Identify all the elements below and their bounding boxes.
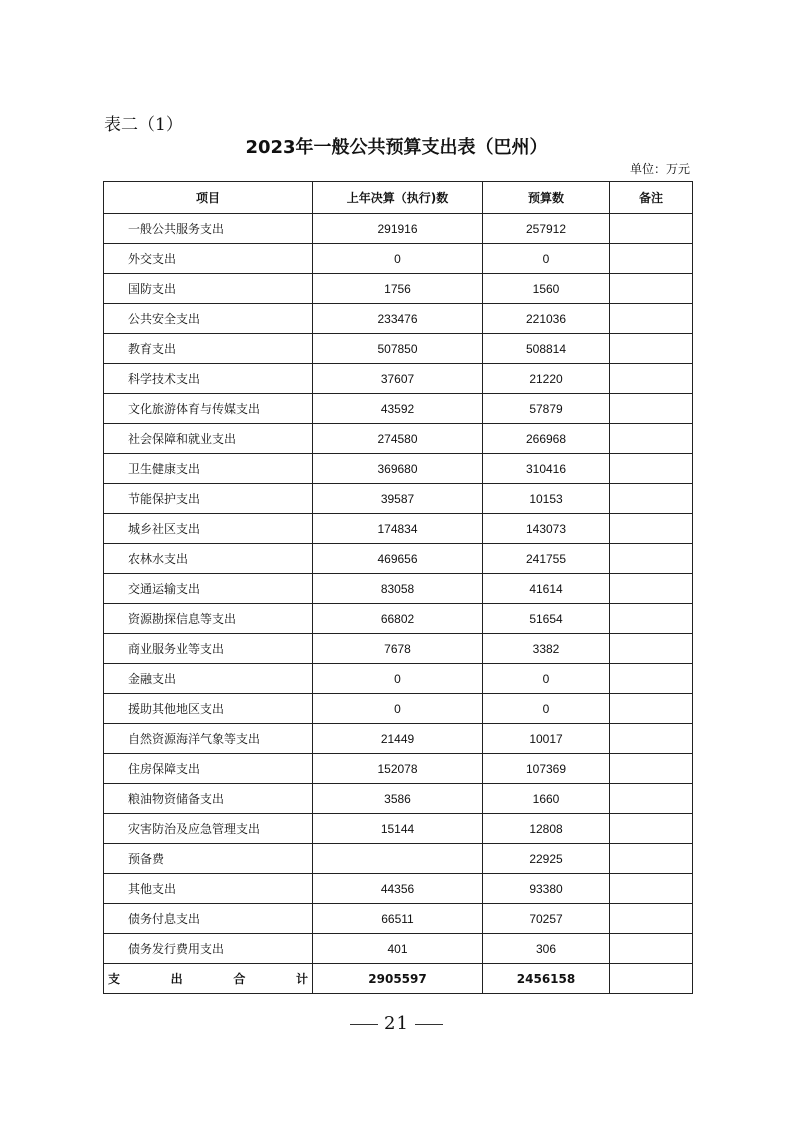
row-budget-cell: 306 <box>483 934 610 964</box>
page-dash-right <box>415 1024 443 1025</box>
row-item-cell: 教育支出 <box>104 334 313 364</box>
row-note-cell <box>610 664 693 694</box>
row-prev-cell: 3586 <box>313 784 483 814</box>
total-label-cell <box>104 964 313 994</box>
row-budget-cell: 508814 <box>483 334 610 364</box>
row-note-cell <box>610 424 693 454</box>
total-label-char: 计 <box>295 972 308 986</box>
table-row <box>104 244 693 274</box>
expenditure-table <box>103 181 693 994</box>
row-budget-cell: 221036 <box>483 304 610 334</box>
row-prev-cell: 21449 <box>313 724 483 754</box>
table-row <box>104 754 693 784</box>
row-prev-cell: 0 <box>313 664 483 694</box>
row-note-cell <box>610 394 693 424</box>
row-prev-cell: 43592 <box>313 394 483 424</box>
table-label: 表二（1） <box>104 115 183 135</box>
table-header-row <box>104 182 693 214</box>
row-item-cell: 文化旅游体育与传媒支出 <box>104 394 313 424</box>
row-budget-cell: 70257 <box>483 904 610 934</box>
table-row <box>104 934 693 964</box>
table-row <box>104 874 693 904</box>
table-row <box>104 844 693 874</box>
row-budget-cell: 10017 <box>483 724 610 754</box>
row-note-cell <box>610 244 693 274</box>
row-budget-cell: 1560 <box>483 274 610 304</box>
row-budget-cell: 0 <box>483 244 610 274</box>
row-item-cell: 农林水支出 <box>104 544 313 574</box>
table-row <box>104 814 693 844</box>
page-title: 2023年一般公共预算支出表（巴州） <box>245 137 548 158</box>
row-item-cell: 援助其他地区支出 <box>104 694 313 724</box>
row-item-cell: 粮油物资储备支出 <box>104 784 313 814</box>
table-row <box>104 394 693 424</box>
row-budget-cell: 1660 <box>483 784 610 814</box>
row-item-cell: 社会保障和就业支出 <box>104 424 313 454</box>
row-budget-cell: 10153 <box>483 484 610 514</box>
row-item-cell: 金融支出 <box>104 664 313 694</box>
table-row <box>104 574 693 604</box>
row-item-cell: 城乡社区支出 <box>104 514 313 544</box>
row-note-cell <box>610 904 693 934</box>
table-row <box>104 304 693 334</box>
table-row <box>104 364 693 394</box>
column-header-note: 备注 <box>610 182 693 214</box>
row-prev-cell <box>313 844 483 874</box>
row-note-cell <box>610 454 693 484</box>
row-prev-cell: 66802 <box>313 604 483 634</box>
row-prev-cell: 1756 <box>313 274 483 304</box>
row-budget-cell: 143073 <box>483 514 610 544</box>
row-budget-cell: 12808 <box>483 814 610 844</box>
row-note-cell <box>610 214 693 244</box>
row-budget-cell: 241755 <box>483 544 610 574</box>
total-note-cell <box>610 964 693 994</box>
row-note-cell <box>610 844 693 874</box>
row-prev-cell: 39587 <box>313 484 483 514</box>
table-row <box>104 454 693 484</box>
table-row <box>104 664 693 694</box>
total-prev-cell: 2905597 <box>313 964 483 994</box>
column-header-prev: 上年决算（执行)数 <box>313 182 483 214</box>
row-budget-cell: 0 <box>483 694 610 724</box>
page-number-value: 21 <box>384 1013 409 1034</box>
row-note-cell <box>610 694 693 724</box>
row-item-cell: 资源勘探信息等支出 <box>104 604 313 634</box>
row-item-cell: 一般公共服务支出 <box>104 214 313 244</box>
row-prev-cell: 369680 <box>313 454 483 484</box>
row-item-cell: 其他支出 <box>104 874 313 904</box>
table-row <box>104 724 693 754</box>
total-label-char: 支 <box>108 972 121 986</box>
row-prev-cell: 37607 <box>313 364 483 394</box>
total-budget-cell: 2456158 <box>483 964 610 994</box>
row-budget-cell: 310416 <box>483 454 610 484</box>
row-budget-cell: 93380 <box>483 874 610 904</box>
row-item-cell: 预备费 <box>104 844 313 874</box>
row-prev-cell: 0 <box>313 244 483 274</box>
row-prev-cell: 15144 <box>313 814 483 844</box>
row-budget-cell: 107369 <box>483 754 610 784</box>
table-body <box>104 214 693 964</box>
row-note-cell <box>610 514 693 544</box>
row-prev-cell: 0 <box>313 694 483 724</box>
row-prev-cell: 7678 <box>313 634 483 664</box>
row-note-cell <box>610 634 693 664</box>
row-budget-cell: 3382 <box>483 634 610 664</box>
row-note-cell <box>610 334 693 364</box>
row-prev-cell: 66511 <box>313 904 483 934</box>
table-row <box>104 544 693 574</box>
table-row <box>104 424 693 454</box>
row-item-cell: 卫生健康支出 <box>104 454 313 484</box>
row-item-cell: 住房保障支出 <box>104 754 313 784</box>
row-item-cell: 交通运输支出 <box>104 574 313 604</box>
row-prev-cell: 274580 <box>313 424 483 454</box>
unit-label: 单位：万元 <box>629 162 690 176</box>
row-prev-cell: 507850 <box>313 334 483 364</box>
row-budget-cell: 22925 <box>483 844 610 874</box>
row-note-cell <box>610 604 693 634</box>
row-prev-cell: 233476 <box>313 304 483 334</box>
row-note-cell <box>610 274 693 304</box>
row-note-cell <box>610 484 693 514</box>
column-header-item: 项目 <box>104 182 313 214</box>
page-dash-left <box>350 1024 378 1025</box>
row-note-cell <box>610 364 693 394</box>
row-note-cell <box>610 814 693 844</box>
row-budget-cell: 41614 <box>483 574 610 604</box>
row-budget-cell: 21220 <box>483 364 610 394</box>
row-item-cell: 科学技术支出 <box>104 364 313 394</box>
row-note-cell <box>610 934 693 964</box>
row-item-cell: 公共安全支出 <box>104 304 313 334</box>
row-prev-cell: 83058 <box>313 574 483 604</box>
row-item-cell: 灾害防治及应急管理支出 <box>104 814 313 844</box>
row-note-cell <box>610 574 693 604</box>
row-item-cell: 债务发行费用支出 <box>104 934 313 964</box>
row-prev-cell: 291916 <box>313 214 483 244</box>
row-item-cell: 节能保护支出 <box>104 484 313 514</box>
row-budget-cell: 0 <box>483 664 610 694</box>
table-row <box>104 784 693 814</box>
row-note-cell <box>610 544 693 574</box>
total-label <box>104 970 312 987</box>
row-item-cell: 国防支出 <box>104 274 313 304</box>
row-prev-cell: 152078 <box>313 754 483 784</box>
total-label-char: 出 <box>170 972 183 986</box>
column-header-budget: 预算数 <box>483 182 610 214</box>
table-row <box>104 634 693 664</box>
table-row <box>104 514 693 544</box>
table-row <box>104 484 693 514</box>
row-budget-cell: 57879 <box>483 394 610 424</box>
page-number <box>0 1013 793 1034</box>
total-label-char: 合 <box>233 972 246 986</box>
row-item-cell: 商业服务业等支出 <box>104 634 313 664</box>
row-note-cell <box>610 754 693 784</box>
row-item-cell: 外交支出 <box>104 244 313 274</box>
row-note-cell <box>610 304 693 334</box>
total-row <box>104 964 693 994</box>
row-prev-cell: 469656 <box>313 544 483 574</box>
table-row <box>104 214 693 244</box>
table-row <box>104 274 693 304</box>
table-row <box>104 604 693 634</box>
table-row <box>104 694 693 724</box>
row-budget-cell: 51654 <box>483 604 610 634</box>
row-prev-cell: 174834 <box>313 514 483 544</box>
row-item-cell: 自然资源海洋气象等支出 <box>104 724 313 754</box>
table-row <box>104 904 693 934</box>
row-budget-cell: 257912 <box>483 214 610 244</box>
row-prev-cell: 44356 <box>313 874 483 904</box>
table-row <box>104 334 693 364</box>
row-note-cell <box>610 874 693 904</box>
row-budget-cell: 266968 <box>483 424 610 454</box>
row-prev-cell: 401 <box>313 934 483 964</box>
row-note-cell <box>610 724 693 754</box>
row-note-cell <box>610 784 693 814</box>
row-item-cell: 债务付息支出 <box>104 904 313 934</box>
